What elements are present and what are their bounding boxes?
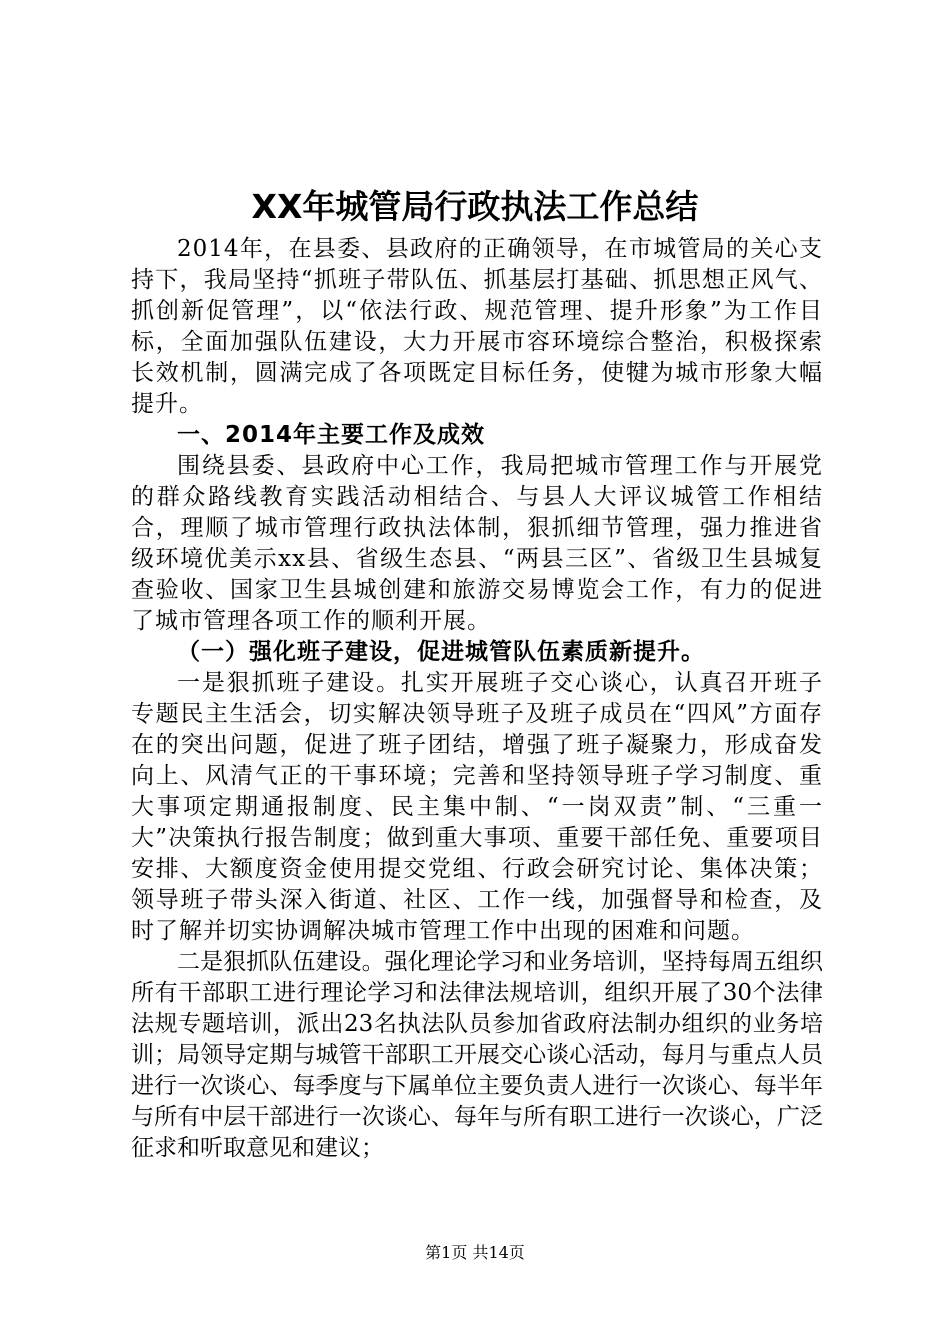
subsection-heading: （一）强化班子建设，促进城管队伍素质新提升。 [177, 639, 705, 665]
page-number: 第1页 共14页 [425, 1243, 525, 1262]
section-heading: 一、2014年主要工作及成效 [177, 422, 486, 448]
intro-paragraph: 2014年，在县委、县政府的正确领导，在市城管局的关心支持下，我局坚持“抓班子带队伍、抓基层打基础、抓思想正风气、抓创新促管理”，以“依法行政、规范管理、提升形象”为工作目标，全面加强队伍建设，大力开展市容环境综合整治，积极探索长效机制，圆满完成了各项既定目标任务，使犍为城市形象大幅提升。 [131, 236, 823, 417]
document-body [131, 234, 823, 1164]
body-paragraph: 二是狠抓队伍建设。强化理论学习和业务培训，坚持每周五组织所有干部职工进行理论学习和法律法规培训，组织开展了30个法律法规专题培训，派出23名执法队员参加省政府法制办组织的业务培训；局领导定期与城管干部职工开展交心谈心活动，每月与重点人员进行一次谈心、每季度与下属单位主要负责人进行一次谈心、每半年与所有中层干部进行一次谈心、每年与所有职工进行一次谈心，广泛征求和听取意见和建议； [131, 949, 823, 1161]
section-paragraph: 围绕县委、县政府中心工作，我局把城市管理工作与开展党的群众路线教育实践活动相结合、与县人大评议城管工作相结合，理顺了城市管理行政执法体制，狠抓细节管理，强力推进省级环境优美示xx县、省级生态县、“两县三区”、省级卫生县城复查验收、国家卫生县城创建和旅游交易博览会工作，有力的促进了城市管理各项工作的顺利开展。 [131, 453, 823, 634]
body-paragraph: 一是狠抓班子建设。扎实开展班子交心谈心，认真召开班子专题民主生活会，切实解决领导班子及班子成员在“四风”方面存在的突出问题，促进了班子团结，增强了班子凝聚力，形成奋发向上、风清气正的干事环境；完善和坚持领导班子学习制度、重大事项定期通报制度、民主集中制、“一岗双责”制、“三重一大”决策执行报告制度；做到重大事项、重要干部任免、重要项目安排、大额度资金使用提交党组、行政会研究讨论、集体决策；领导班子带头深入街道、社区、工作一线，加强督导和检查，及时了解并切实协调解决城市管理工作中出现的困难和问题。 [131, 670, 823, 944]
document-title: XX年城管局行政执法工作总结 [251, 187, 699, 226]
